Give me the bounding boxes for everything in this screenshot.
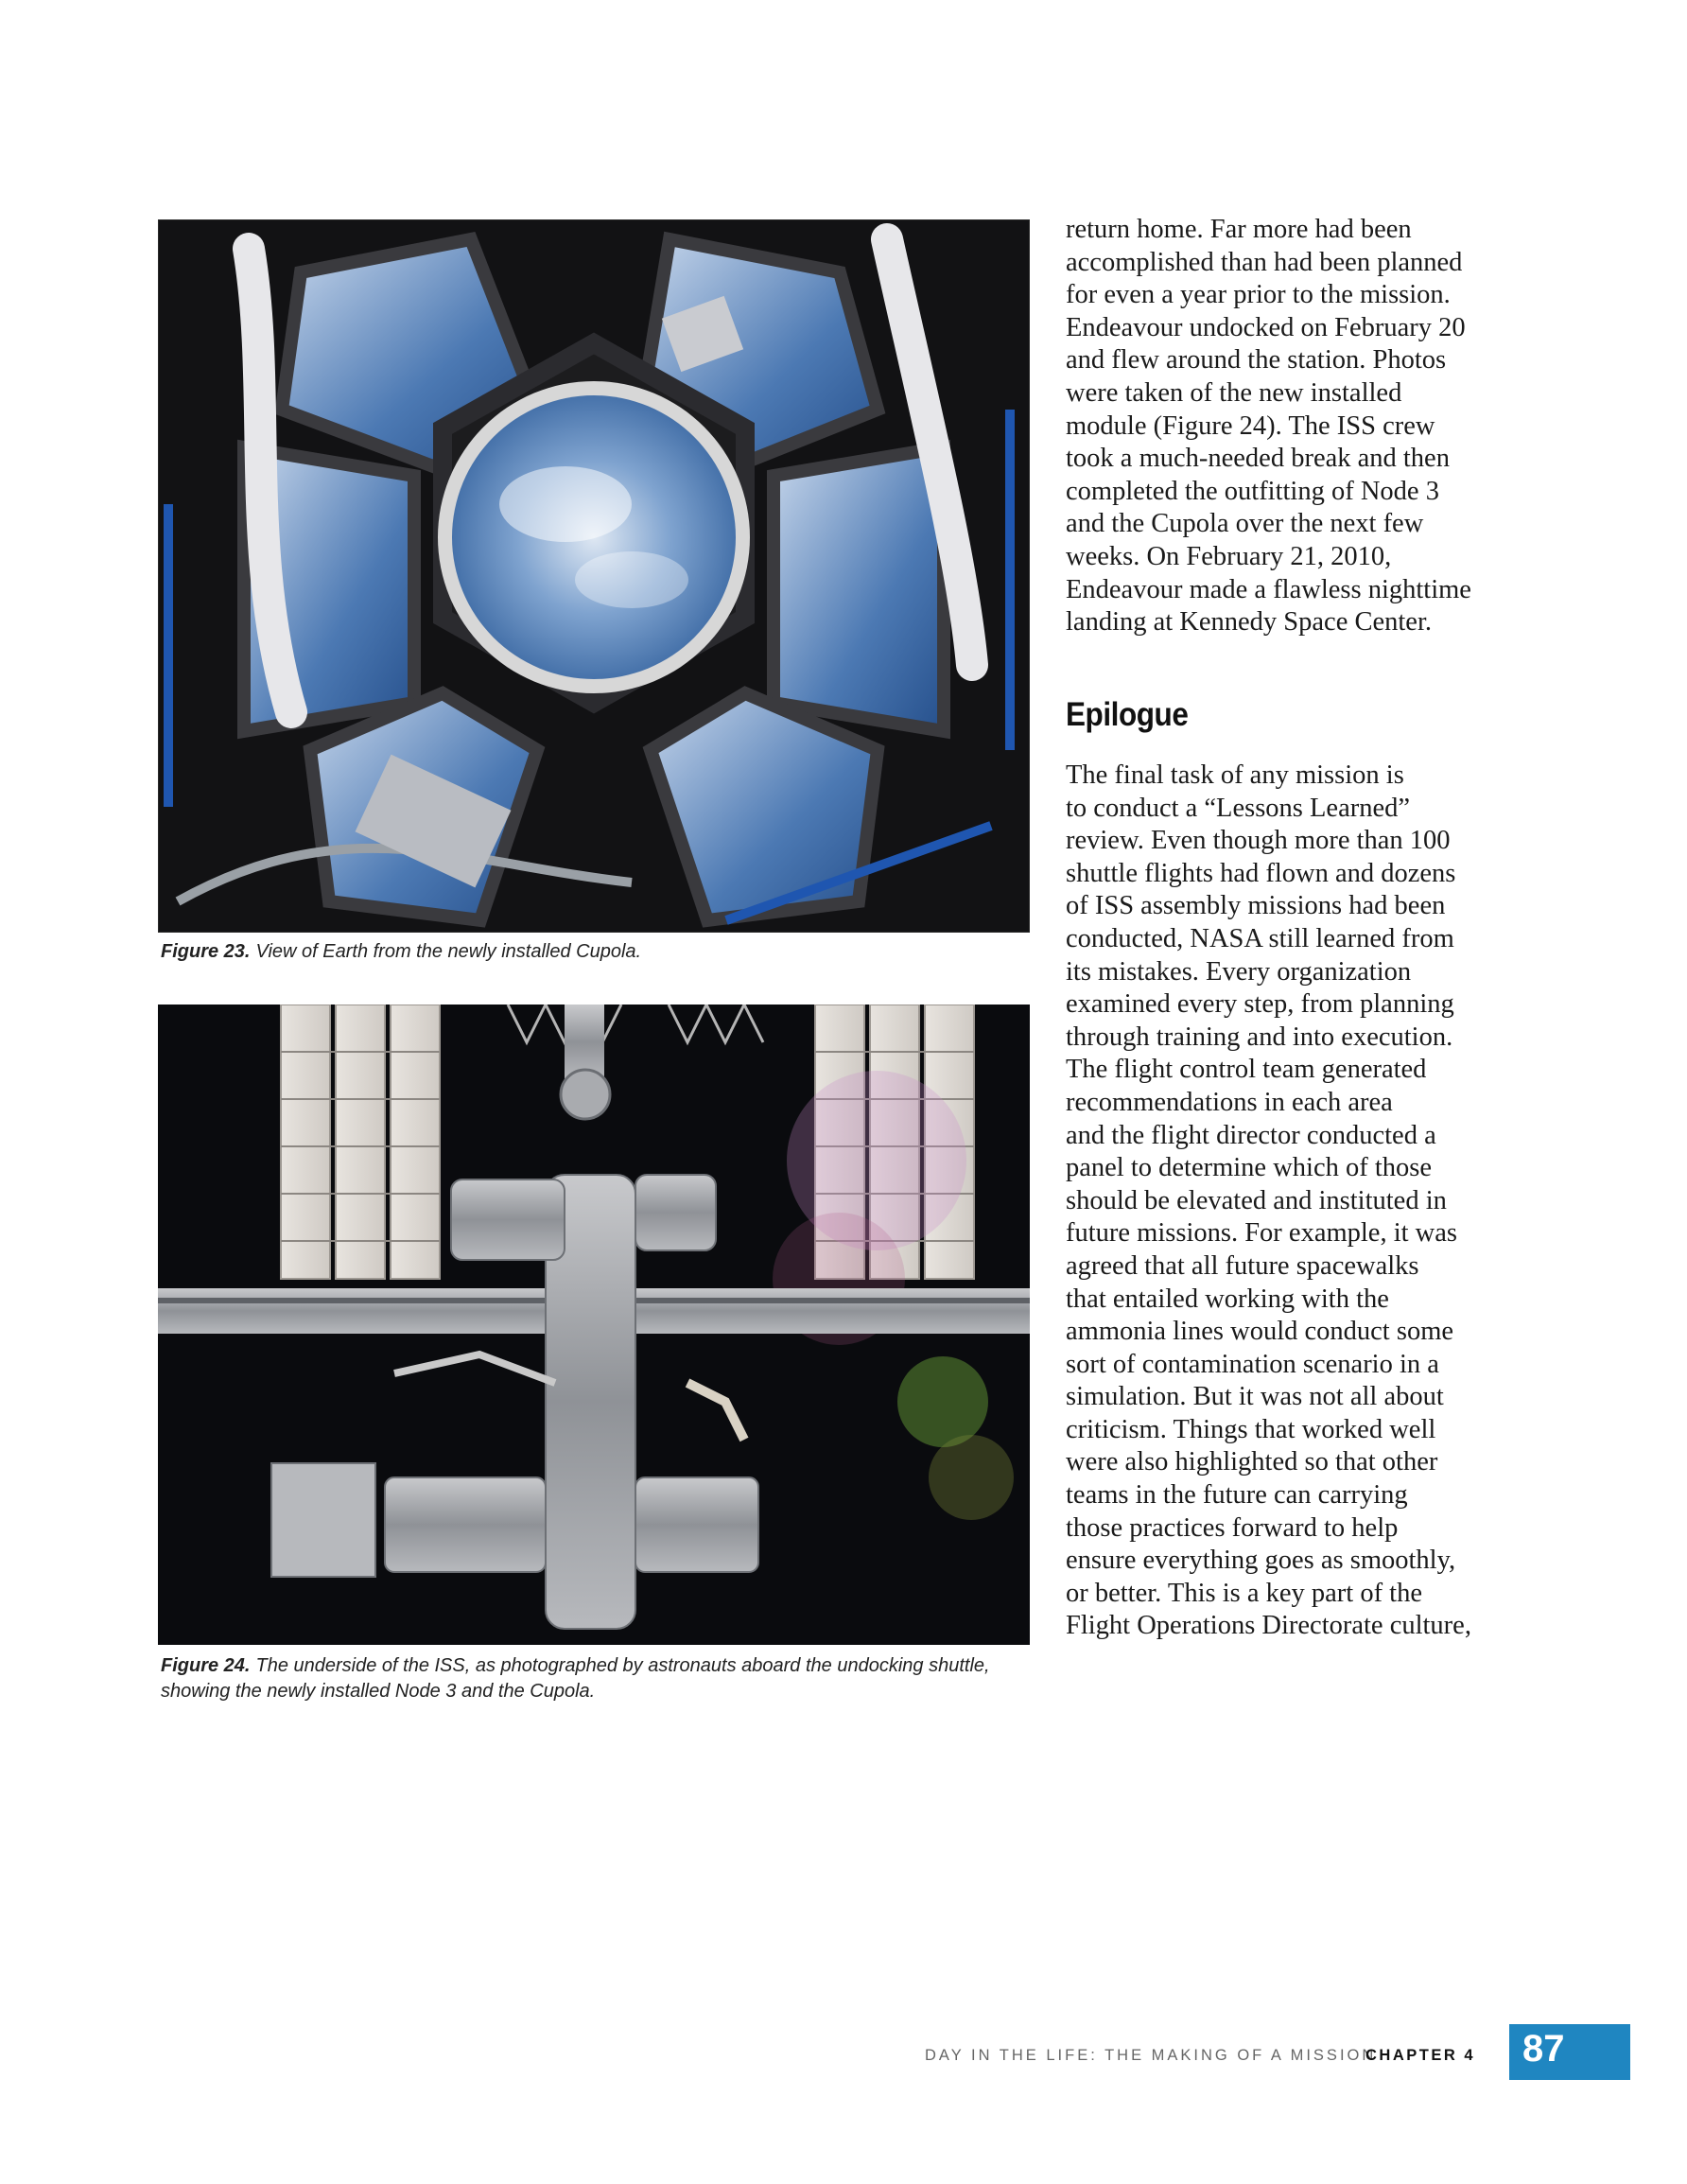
cupola-illustration [159,220,1029,932]
footer-chapter: CHAPTER 4 [1365,2047,1476,2064]
figure-24-caption [161,1653,1031,1704]
page-number: 87 [1522,2028,1565,2070]
body-paragraph-2: The final task of any mission is to conduct a “Lessons Learned” review. Even though more than 100 shuttle flights had flown and dozens of ISS assembly missions had been conducted, NASA still learned from its mistakes. Every organization examined every step, from planning through training and into execution. The flight control team generated recommendations in each area and the flight director conducted a panel to determine which of those should be elevated and instituted in future missions. For example, it was agreed that all future spacewalks that entailed working with the ammonia lines would conduct some sort of contamination scenario in a simulation. But it was not all about criticism. Things that worked well were also highlighted so that other teams in the future can carrying those practices forward to help ensure everything goes as smoothly, or better. This is a key part of the Flight Operations Directorate culture, [1066,760,1471,1641]
figure-23-text: View of Earth from the newly installed Cupola. [255,941,642,962]
section-heading-epilogue: Epilogue [1066,696,1189,733]
figure-24-label: Figure 24. [161,1655,251,1676]
footer-book-title: DAY IN THE LIFE: THE MAKING OF A MISSION [925,2047,1377,2064]
figure-23-label: Figure 23. [161,941,251,962]
figure-23-caption [161,939,1031,965]
figure-24-text: The underside of the ISS, as photographed by astronauts aboard the undocking shuttle, showing the newly installed Node 3 and the Cupola. [161,1655,990,1702]
iss-illustration [158,1005,1030,1645]
figure-23-cupola-photo [158,219,1030,933]
body-paragraph-1: return home. Far more had been accomplished than had been planned for even a year prior to the mission. Endeavour undocked on February 20 and flew around the station. Photos were taken of the new installed module (Figure 24). The ISS crew took a much-needed break and then completed the outfitting of Node 3 and the Cupola over the next few weeks. On February 21, 2010, Endeavour made a flawless nighttime landing at Kennedy Space Center. [1066,215,1471,638]
figure-24-iss-photo [158,1005,1030,1645]
